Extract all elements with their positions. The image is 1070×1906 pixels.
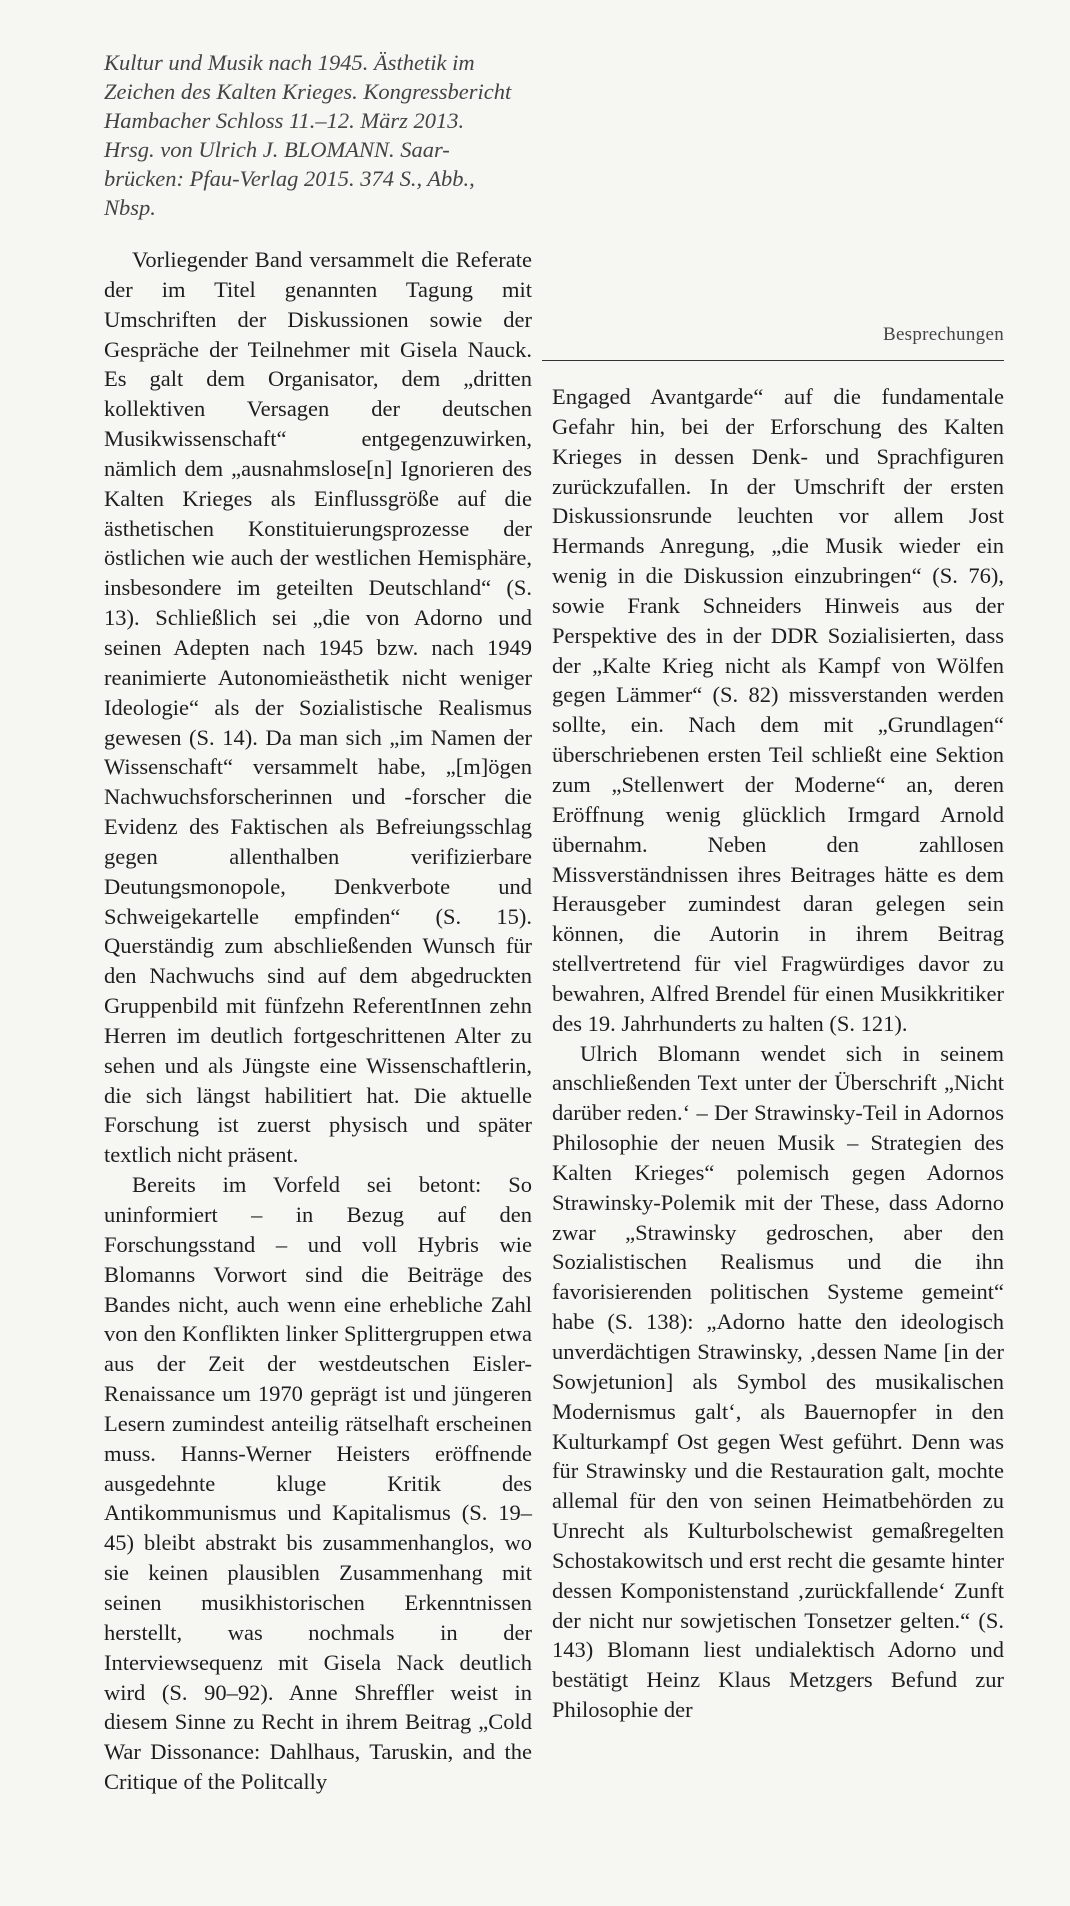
citation-line: brücken: Pfau-Verlag 2015. 374 S., Abb.,	[104, 166, 475, 191]
citation-line: Zeichen des Kalten Krieges. Kongressbericht	[104, 79, 512, 104]
header-rule	[542, 360, 1004, 361]
right-column	[552, 382, 1004, 1725]
citation-line: Nbsp.	[104, 195, 156, 220]
paragraph: Bereits im Vorfeld sei betont: So uninformiert – in Bezug auf den Forschungsstand – und voll Hybris wie Blomanns Vorwort sind die Beiträge des Bandes nicht, auch wenn eine erhebliche Zahl von den Konflikten linker Splittergruppen etwa aus der Zeit der westdeutschen Eisler-Renaissance um 1970 geprägt ist und jüngeren Lesern zumindest anteilig rätselhaft erscheinen muss. Hanns-Werner Heisters eröffnende ausgedehnte kluge Kritik des Antikommunismus und Kapitalismus (S. 19–45) bleibt abstrakt bis zusammenhanglos, wo sie keinen plausiblen Zusammenhang mit seinen musikhistorischen Erkenntnissen herstellt, was nochmals in der Interviewsequenz mit Gisela Nack deutlich wird (S. 90–92). Anne Shreffler weist in diesem Sinne zu Recht in ihrem Beitrag „Cold War Dissonance: Dahlhaus, Taruskin, and the Critique of the Politcally	[104, 1172, 532, 1795]
citation-line: Hrsg. von Ulrich J. BLOMANN. Saar-	[104, 137, 450, 162]
book-citation	[104, 48, 532, 222]
running-head: Besprechungen	[882, 324, 1004, 345]
citation-line: Hambacher Schloss 11.–12. März 2013.	[104, 108, 465, 133]
paragraph: Ulrich Blomann wendet sich in seinem anschließenden Text unter der Überschrift „Nicht darüber reden.‘ – Der Strawinsky-Teil in Adornos Philosophie der neuen Musik – Strategien des Kalten Krieges“ polemisch gegen Adornos Strawinsky-Polemik mit der These, dass Adorno zwar „Strawinsky gedroschen, aber den Sozialistischen Realismus und die ihn favorisierenden politischen Systeme gemeint“ habe (S. 138): „Adorno hatte den ideologisch unverdächtigen Strawinsky, ‚dessen Name [in der Sowjetunion] als Symbol des musikalischen Modernismus galt‘, als Bauernopfer in den Kulturkampf Ost gegen West geführt. Denn was für Strawinsky und die Restauration galt, mochte allemal für den von seinen Heimatbehörden zu Unrecht als Kulturbolschewist gemaßregelten Schostakowitsch und erst recht die gesamte hinter dessen Komponistenstand ‚zurückfallende‘ Zunft der nicht nur sowjetischen Tonsetzer gelten.“ (S. 143) Blomann liest undialektisch Adorno und bestätigt Heinz Klaus Metzgers Befund zur Philosophie der	[552, 1040, 1004, 1723]
paragraph: Engaged Avantgarde“ auf die fundamentale Gefahr hin, bei der Erforschung des Kalten Krieges in dessen Denk- und Sprachfiguren zurückzufallen. In der Umschrift der ersten Diskussionsrunde leuchten vor allem Jost Hermands Anregung, „die Musik wieder ein wenig in die Diskussion einzubringen“ (S. 76), sowie Frank Schneiders Hinweis aus der Perspektive des in der DDR Sozialisierten, dass der „Kalte Krieg nicht als Kampf von Wölfen gegen Lämmer“ (S. 82) missverstanden werden sollte, ein. Nach dem mit „Grundlagen“ überschriebenen ersten Teil schließt eine Sektion zum „Stellenwert der Moderne“ an, deren Eröffnung wenig glücklich Irmgard Arnold übernahm. Neben den zahllosen Missverständnissen ihres Beitrages hätte es dem Herausgeber zumindest daran gelegen sein können, die Autorin in ihrem Beitrag stellvertretend für viel Fragwürdiges davor zu bewahren, Alfred Brendel für einen Musikkritiker des 19. Jahrhunderts zu halten (S. 121).	[552, 384, 1004, 1036]
citation-line: Kultur und Musik nach 1945. Ästhetik im	[104, 50, 475, 75]
paragraph: Vorliegender Band versammelt die Referate der im Titel genannten Tagung mit Umschriften der Diskussionen sowie der Gespräche der Teilnehmer mit Gisela Nauck. Es galt dem Organisator, dem „dritten kollektiven Versagen der deutschen Musikwissenschaft“ entgegenzuwirken, nämlich dem „ausnahmslose[n] Ignorieren des Kalten Krieges als Einflussgröße auf die ästhetischen Konstituierungsprozesse der östlichen wie auch der westlichen Hemisphäre, insbesondere im geteilten Deutschland“ (S. 13). Schließlich sei „die von Adorno und seinen Adepten nach 1945 bzw. nach 1949 reanimierte Autonomieästhetik nicht weniger Ideologie“ als der Sozialistische Realismus gewesen (S. 14). Da man sich „im Namen der Wissenschaft“ versammelt habe, „[m]ögen Nachwuchsforscherinnen und -forscher die Evidenz des Faktischen als Befreiungsschlag gegen allenthalben verifizierbare Deutungsmonopole, Denkverbote und Schweigekartelle empfinden“ (S. 15). Querständig zum abschließenden Wunsch für den Nachwuchs sind auf dem abgedruckten Gruppenbild mit fünfzehn ReferentInnen zehn Herren im deutlich fortgeschrittenen Alter zu sehen und als Jüngste eine Wissenschaftlerin, die sich längst habilitiert hat. Die aktuelle Forschung ist zuerst physisch und später textlich nicht präsent.	[104, 247, 532, 1168]
left-column	[104, 245, 532, 1797]
